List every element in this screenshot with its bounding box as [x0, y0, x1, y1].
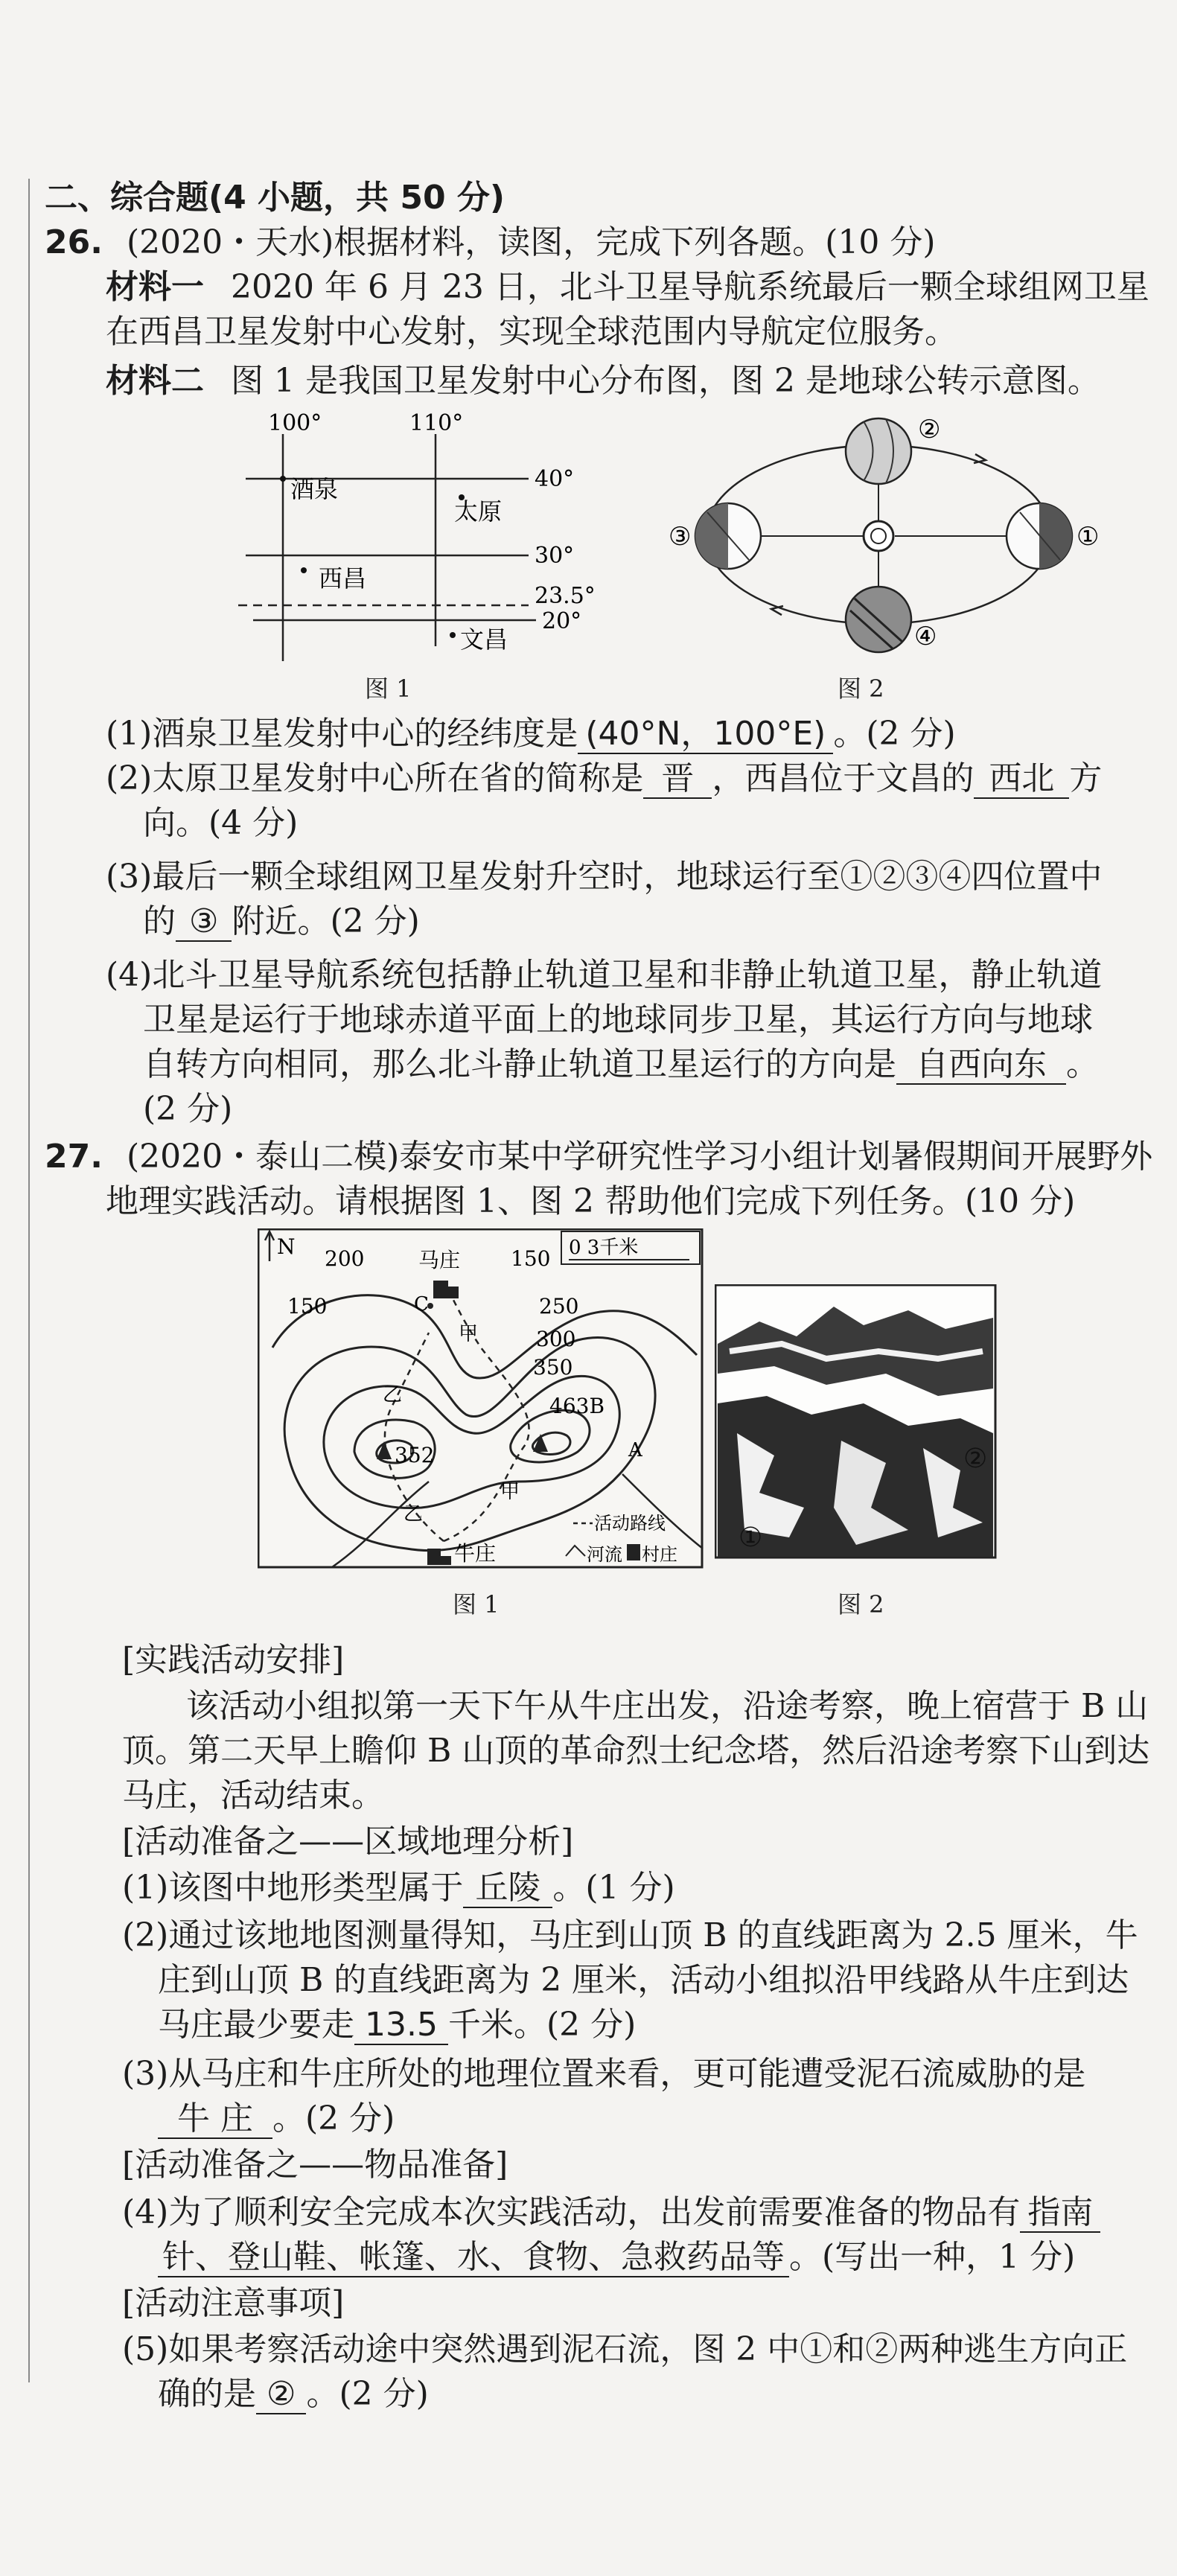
material2-text: 图 1 是我国卫星发射中心分布图，图 2 是地球公转示意图。 — [231, 362, 1100, 400]
q27-s4-text: (4)为了顺利安全完成本次实践活动，出发前需要准备的物品有 — [122, 2193, 1021, 2231]
lat-235-label: 23.5° — [535, 583, 596, 609]
jiuquan-label: 酒泉 — [290, 475, 339, 503]
q26-s2-answer1: 晋 — [643, 759, 712, 799]
pos1-label: ① — [1076, 522, 1100, 552]
peak-b-label: 463B — [549, 1394, 605, 1418]
earth-pos1-icon — [1007, 503, 1072, 569]
q27-s4-answer-part2: 针、登山鞋、帐篷、水、食物、急救药品等 — [158, 2238, 789, 2277]
q27-s4-score: 。(写出一种，1 分) — [789, 2238, 1076, 2276]
q26-s2-end: 方 — [1069, 759, 1103, 797]
material1-label: 材料一 — [106, 268, 204, 306]
wenchang-label: 文昌 — [460, 625, 508, 654]
q27-s5-line1: (5)如果考察活动途中突然遇到泥石流，图 2 中①和②两种逃生方向正 — [122, 2330, 1128, 2368]
lon-100-label: 100° — [268, 410, 322, 436]
earth-revolution-diagram — [663, 408, 1124, 661]
schedule-line2: 顶。第二天早上瞻仰 B 山顶的革命烈士纪念塔，然后沿途考察下山到达 — [122, 1732, 1150, 1770]
q27-s1-text: (1)该图中地形类型属于 — [122, 1869, 464, 1907]
q26-stem-line — [45, 222, 936, 264]
route-yi-label-1: 乙 — [383, 1384, 403, 1406]
schedule-line1: 该活动小组拟第一天下午从牛庄出发，沿途考察，晚上宿营于 B 山 — [186, 1687, 1149, 1725]
q26-s4-end: 。 — [1066, 1045, 1099, 1083]
terrain-photo — [715, 1284, 998, 1560]
q26-s2-text: (2)太原卫星发射中心所在省的简称是 — [106, 759, 644, 797]
q27-stem-line1 — [45, 1136, 1152, 1178]
contour-250-label: 250 — [539, 1294, 579, 1319]
mazhuang-label: 马庄 — [418, 1248, 461, 1272]
contour-150b-label: 150 — [511, 1246, 551, 1271]
q26-stem: (2020・天水)根据材料，读图，完成下列各题。(10 分) — [126, 223, 936, 261]
q27-s3-score: 。(2 分) — [272, 2100, 395, 2137]
contour-200-label: 200 — [325, 1246, 365, 1271]
q26-s2-answer2: 西北 — [974, 759, 1069, 799]
c-point-label: C — [414, 1293, 429, 1316]
legend-route-label: 活动路线 — [594, 1513, 666, 1534]
q26-s4-answer: 自西向东 — [896, 1045, 1066, 1085]
lat-30-label: 30° — [535, 543, 575, 569]
q26-s4-line1: (4)北斗卫星导航系统包括静止轨道卫星和非静止轨道卫星，静止轨道 — [106, 956, 1103, 994]
q27-s2-text: 马庄最少要走 — [158, 2006, 354, 2044]
photo-caption: 图 2 — [838, 1590, 884, 1619]
route-jia-label-1: 甲 — [459, 1323, 479, 1345]
peak-352-label: 352 — [395, 1443, 435, 1467]
q26-s1-text: (1)酒泉卫星发射中心的经纬度是 — [106, 715, 578, 753]
q27-s2-score: 千米。(2 分) — [447, 2006, 637, 2044]
section-title: 二、综合题(4 小题，共 50 分) — [45, 179, 505, 217]
earth-pos4-icon — [846, 587, 911, 652]
escape-direction-2: ② — [963, 1444, 988, 1474]
earth-pos2-icon — [846, 418, 911, 484]
lat-20-label: 20° — [542, 608, 582, 634]
q26-s3-answer: ③ — [176, 902, 232, 942]
q26-material2-line — [106, 360, 1100, 402]
q26-material1-line1 — [106, 267, 1149, 308]
q27-s2-line1: (2)通过该地地图测量得知，马庄到山顶 B 的直线距离为 2.5 厘米，牛 — [122, 1916, 1138, 1954]
legend-river-label: 河流 — [587, 1544, 622, 1565]
q27-s5-text: 确的是 — [158, 2375, 256, 2413]
contour-300-label: 300 — [536, 1327, 576, 1351]
scale-label: 0 3千米 — [569, 1237, 639, 1259]
q27-s3-line2 — [158, 2098, 395, 2140]
xichang-label: 西昌 — [319, 564, 367, 593]
sun-icon — [864, 521, 893, 551]
contour-150a-label: 150 — [287, 1294, 328, 1319]
fig1-caption: 图 1 — [365, 675, 412, 703]
q26-s4-line3 — [143, 1044, 1099, 1085]
q26-number: 26. — [45, 223, 103, 261]
north-label: N — [277, 1234, 296, 1259]
q27-number: 27. — [45, 1138, 103, 1176]
route-jia-label-2: 甲 — [500, 1481, 520, 1503]
q26-material1-line2: 在西昌卫星发射中心发射，实现全球范围内导航定位服务。 — [106, 313, 957, 351]
q27-s4-line1 — [122, 2192, 1100, 2234]
fig2-caption: 图 2 — [838, 675, 884, 703]
earth-pos3-icon — [695, 503, 761, 569]
q27-s1 — [122, 1867, 675, 1909]
q27-s5-score: 。(2 分) — [306, 2375, 429, 2413]
material1-text1: 2020 年 6 月 23 日，北斗卫星导航系统最后一颗全球组网卫星 — [231, 268, 1149, 306]
q26-s4-line2: 卫星是运行于地球赤道平面上的地球同步卫星，其运行方向与地球 — [143, 1001, 1093, 1039]
heading-notice: [活动注意事项] — [122, 2284, 345, 2322]
q26-s3-text: 的 — [143, 902, 176, 940]
q27-stem-line2: 地理实践活动。请根据图 1、图 2 帮助他们完成下列任务。(10 分) — [106, 1182, 1076, 1220]
niuzhuang-label: 牛庄 — [454, 1541, 497, 1566]
lon-110-label: 110° — [409, 410, 464, 436]
q27-s5-line2 — [158, 2373, 429, 2415]
pos2-label: ② — [918, 415, 941, 444]
q27-s2-line3 — [158, 2004, 636, 2046]
q27-s2-line2: 庄到山顶 B 的直线距离为 2 厘米，活动小组拟沿甲线路从牛庄到达 — [158, 1961, 1129, 1999]
route-yi-label-2: 乙 — [404, 1503, 424, 1525]
q26-s3-line1: (3)最后一颗全球组网卫星发射升空时，地球运行至①②③④四位置中 — [106, 858, 1103, 896]
contour-map — [258, 1228, 704, 1569]
q26-s1 — [106, 713, 956, 755]
q26-s4-line4: (2 分) — [143, 1090, 233, 1128]
q27-s1-score: 。(1 分) — [552, 1869, 675, 1907]
q27-s3-answer: 牛 庄 — [158, 2100, 272, 2139]
q26-s3-line2 — [143, 901, 420, 943]
q27-s2-answer: 13.5 — [354, 2006, 448, 2045]
q26-s2 — [106, 758, 1102, 800]
heading-prep2: [活动准备之——物品准备] — [122, 2146, 508, 2184]
legend-village-label: 村庄 — [642, 1544, 677, 1565]
jiuquan-dot — [280, 476, 286, 482]
schedule-line3: 马庄，活动结束。 — [122, 1776, 384, 1814]
pos4-label: ④ — [914, 622, 937, 651]
q26-s2-mid: ，西昌位于文昌的 — [712, 759, 975, 797]
lat-40-label: 40° — [535, 466, 575, 492]
wenchang-dot — [450, 632, 456, 638]
heading-schedule: [实践活动安排] — [122, 1641, 345, 1679]
q27-s4-line2 — [158, 2237, 1075, 2278]
contour-350-label: 350 — [533, 1355, 573, 1380]
q27-stem1: (2020・泰山二模)泰安市某中学研究性学习小组计划暑假期间开展野外 — [126, 1138, 1153, 1176]
material2-label: 材料二 — [106, 362, 204, 400]
q26-s3-score: 附近。(2 分) — [232, 902, 420, 940]
taiyuan-label: 太原 — [454, 497, 503, 526]
q26-s1-score: 。(2 分) — [833, 715, 956, 753]
q27-s1-answer: 丘陵 — [463, 1869, 552, 1908]
q27-s3-line1: (3)从马庄和牛庄所处的地理位置来看，更可能遭受泥石流威胁的是 — [122, 2055, 1086, 2093]
q27-s5-answer: ② — [256, 2375, 306, 2414]
q26-s4-text: 自转方向相同，那么北斗静止轨道卫星运行的方向是 — [143, 1045, 896, 1083]
xichang-dot — [301, 567, 307, 573]
margin-line — [28, 179, 30, 2382]
heading-prep1: [活动准备之——区域地理分析] — [122, 1823, 574, 1861]
launch-center-map — [186, 408, 640, 661]
q26-s1-answer: (40°N，100°E) — [578, 715, 833, 754]
q27-s4-answer-part1: 指南 — [1020, 2193, 1100, 2233]
escape-direction-1: ① — [739, 1523, 763, 1553]
pos3-label: ③ — [669, 522, 692, 552]
q26-s2-line2: 向。(4 分) — [143, 804, 299, 842]
map-caption: 图 1 — [453, 1590, 500, 1619]
a-point-label: A — [628, 1439, 642, 1461]
